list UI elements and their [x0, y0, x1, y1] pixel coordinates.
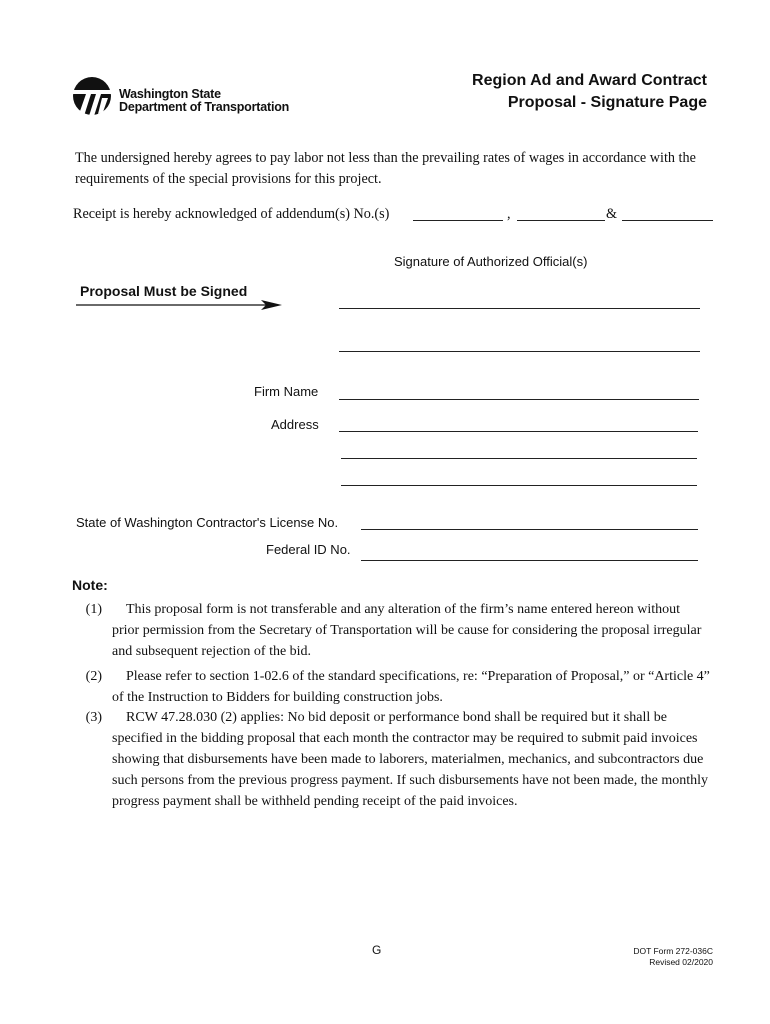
- revised-date: Revised 02/2020: [649, 957, 713, 967]
- addendum-field-3[interactable]: [622, 220, 713, 221]
- address-field-2[interactable]: [341, 458, 697, 459]
- firm-name-field[interactable]: [339, 399, 699, 400]
- federal-id-label: Federal ID No.: [266, 542, 351, 557]
- address-field-3[interactable]: [341, 485, 697, 486]
- agreement-paragraph: The undersigned hereby agrees to pay labor not less than the prevailing rates of wages in accordance with the requirements of the special provisions for this project.: [75, 150, 696, 187]
- receipt-separator-comma: ,: [507, 206, 511, 222]
- note-number: (1): [85, 602, 102, 617]
- page-letter: G: [372, 943, 382, 957]
- signature-field-2[interactable]: [339, 351, 700, 352]
- agency-name-line1: Washington State: [119, 87, 221, 101]
- contractor-license-label: State of Washington Contractor's License No.: [76, 515, 339, 530]
- form-footer: [633, 946, 713, 968]
- firm-name-label: Firm Name: [254, 384, 319, 399]
- agency-name-line2: Department of Transportation: [119, 100, 290, 114]
- addendum-field-2[interactable]: [517, 220, 605, 221]
- proposal-must-be-signed: Proposal Must be Signed: [80, 283, 248, 299]
- wsdot-logo: [72, 76, 317, 118]
- federal-id-field[interactable]: [361, 560, 698, 561]
- signature-label: Signature of Authorized Official(s): [394, 254, 588, 269]
- form-number: DOT Form 272-036C: [633, 946, 713, 956]
- note-number: (3): [85, 710, 102, 725]
- arrow-right-icon: [76, 298, 286, 312]
- wsdot-logo-icon: [72, 76, 112, 116]
- receipt-text: Receipt is hereby acknowledged of addendum(s) No.(s): [73, 206, 390, 222]
- note-text: This proposal form is not transferable and any alteration of the firm’s name entered hereon without prior permission from the Secretary of Transportation will be cause for considering the proposal irregular and subsequent rejection of the bid.: [112, 602, 702, 659]
- note-text: RCW 47.28.030 (2) applies: No bid deposit or performance bond shall be required but it shall be specified in the bidding proposal that each month the contractor may be required to submit paid invoices showing that disbursements have been made to laborers, materialmen, mechanics, and subcontractors due such persons from the previous progress payment. If such disbursements have not been made, the monthly progress payment shall be withheld pending receipt of the paid invoices.: [112, 710, 709, 809]
- contractor-license-field[interactable]: [361, 529, 698, 530]
- note-number: (2): [85, 669, 102, 684]
- note-heading: Note:: [72, 577, 108, 593]
- note-text: Please refer to section 1-02.6 of the standard specifications, re: “Preparation of Proposal,” or “Article 4” of the Instruction to Bidders for building construction jobs.: [112, 669, 710, 705]
- document-title: [472, 70, 707, 114]
- address-label: Address: [271, 417, 319, 432]
- title-line1: Region Ad and Award Contract: [472, 72, 707, 89]
- title-line2: Proposal - Signature Page: [507, 94, 707, 111]
- receipt-separator-amp: &: [606, 206, 618, 222]
- signature-field-1[interactable]: [339, 308, 700, 309]
- addendum-field-1[interactable]: [413, 220, 503, 221]
- address-field-1[interactable]: [339, 431, 698, 432]
